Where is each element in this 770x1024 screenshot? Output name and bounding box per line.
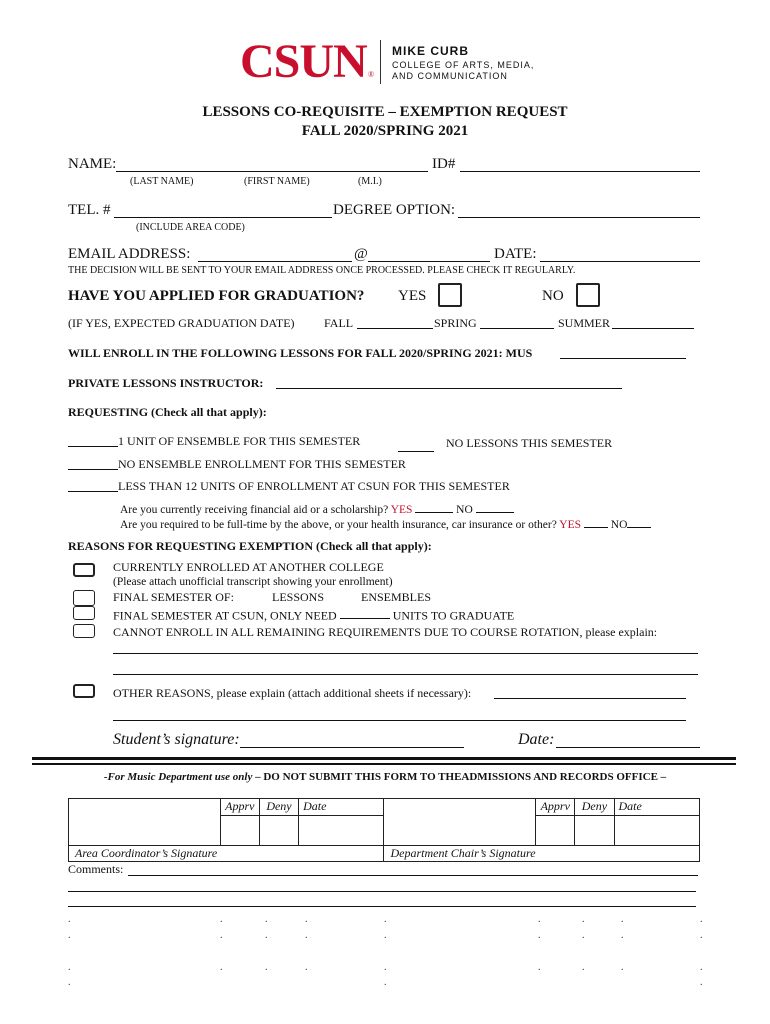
student-signature-field[interactable] xyxy=(240,747,464,748)
instructor-label: PRIVATE LESSONS INSTRUCTOR: xyxy=(68,376,264,390)
coordinator-deny-cell[interactable] xyxy=(259,816,298,846)
graduation-no-label: NO xyxy=(542,288,564,304)
coordinator-deny-header: Deny xyxy=(259,799,298,816)
chair-signature-caption: Department Chair’s Signature xyxy=(384,846,700,862)
reason-other-label: OTHER REASONS, please explain (attach additional sheets if necessary): xyxy=(113,686,472,700)
reason-enrolled-checkbox[interactable] xyxy=(73,563,95,577)
chair-apprv-header: Apprv xyxy=(536,799,575,816)
enroll-statement: WILL ENROLL IN THE FOLLOWING LESSONS FOR FALL 2020/SPRING 2021: MUS xyxy=(68,346,533,360)
reason-attach-note: (Please attach unofficial transcript showing your enrollment) xyxy=(113,576,393,588)
mi-caption: (M.I.) xyxy=(358,176,382,187)
id-field[interactable] xyxy=(460,171,700,172)
expected-graduation-label: (IF YES, EXPECTED GRADUATION DATE) xyxy=(68,316,295,330)
chair-signature-space[interactable] xyxy=(384,816,536,846)
comments-line-2[interactable] xyxy=(68,891,696,892)
chair-date-header: Date xyxy=(614,799,699,816)
chair-date-cell[interactable] xyxy=(614,816,699,846)
csun-logo: CSUN xyxy=(240,35,367,88)
graduation-yes-checkbox[interactable] xyxy=(438,283,462,307)
graduation-no-checkbox[interactable] xyxy=(576,283,600,307)
name-field[interactable] xyxy=(116,171,428,172)
signature-date-field[interactable] xyxy=(556,747,700,748)
area-code-caption: (INCLUDE AREA CODE) xyxy=(136,222,245,233)
section-divider-thin xyxy=(32,763,736,765)
request-ensemble-label: 1 UNIT OF ENSEMBLE FOR THIS SEMESTER xyxy=(118,434,361,448)
request-units-blank[interactable] xyxy=(68,491,118,492)
chair-name-cell[interactable] xyxy=(384,799,536,816)
summer-label: SUMMER xyxy=(558,316,611,330)
chair-deny-cell[interactable] xyxy=(575,816,614,846)
comments-line-1[interactable] xyxy=(128,875,698,876)
form-title: LESSONS CO-REQUISITE – EXEMPTION REQUEST xyxy=(202,104,568,120)
other-reason-field[interactable] xyxy=(494,698,686,699)
coordinator-date-header: Date xyxy=(299,799,384,816)
reason-final-csun-checkbox[interactable] xyxy=(73,606,95,620)
reason-cannot-enroll-checkbox[interactable] xyxy=(73,624,95,638)
graduation-question: HAVE YOU APPLIED FOR GRADUATION? xyxy=(68,288,365,304)
tel-field[interactable] xyxy=(114,217,332,218)
coordinator-name-cell[interactable] xyxy=(69,799,221,816)
request-no-lessons-blank[interactable] xyxy=(398,451,434,452)
college-name-line1: MIKE CURB xyxy=(392,44,469,58)
reasons-heading: REASONS FOR REQUESTING EXEMPTION (Check all that apply): xyxy=(68,539,432,553)
fall-field[interactable] xyxy=(357,328,433,329)
summer-field[interactable] xyxy=(612,328,694,329)
request-no-lessons-label: NO LESSONS THIS SEMESTER xyxy=(446,436,613,450)
explain-line-1[interactable] xyxy=(113,653,698,654)
explain-line-2[interactable] xyxy=(113,674,698,675)
at-sign: @ xyxy=(354,246,368,262)
graduation-yes-label: YES xyxy=(398,288,427,304)
degree-field[interactable] xyxy=(458,217,700,218)
form-subtitle: FALL 2020/SPRING 2021 xyxy=(301,123,469,139)
request-no-ensemble-label: NO ENSEMBLE ENROLLMENT FOR THIS SEMESTER xyxy=(118,457,406,471)
coordinator-signature-caption: Area Coordinator’s Signature xyxy=(69,846,384,862)
instructor-field[interactable] xyxy=(276,388,622,389)
logo-divider xyxy=(380,40,381,84)
date-label: DATE: xyxy=(494,246,537,262)
reason-final-of-checkbox[interactable] xyxy=(73,590,95,606)
coordinator-date-cell[interactable] xyxy=(299,816,384,846)
signature-date-label: Date: xyxy=(518,731,555,748)
other-explain-line[interactable] xyxy=(113,720,686,721)
chair-apprv-cell[interactable] xyxy=(536,816,575,846)
reason-ensembles-label: ENSEMBLES xyxy=(361,590,432,604)
spring-field[interactable] xyxy=(480,328,554,329)
request-ensemble-blank[interactable] xyxy=(68,446,118,447)
first-name-caption: (FIRST NAME) xyxy=(244,176,310,187)
coordinator-signature-space[interactable] xyxy=(69,816,221,846)
registered-mark: ® xyxy=(368,70,375,79)
date-field[interactable] xyxy=(540,261,700,262)
reason-final-csun-label: FINAL SEMESTER AT CSUN, ONLY NEED UNITS TO GRADUATE xyxy=(113,608,515,623)
reason-enrolled-label: CURRENTLY ENROLLED AT ANOTHER COLLEGE xyxy=(113,560,384,574)
chair-deny-header: Deny xyxy=(575,799,614,816)
request-units-label: LESS THAN 12 UNITS OF ENROLLMENT AT CSUN FOR THIS SEMESTER xyxy=(118,479,510,493)
coordinator-apprv-header: Apprv xyxy=(220,799,259,816)
mus-field[interactable] xyxy=(560,358,686,359)
coordinator-apprv-cell[interactable] xyxy=(220,816,259,846)
comments-line-3[interactable] xyxy=(68,906,696,907)
reason-final-of-label: FINAL SEMESTER OF: xyxy=(113,590,234,604)
section-divider xyxy=(32,757,736,760)
name-label: NAME: xyxy=(68,156,117,172)
degree-label: DEGREE OPTION: xyxy=(333,202,456,218)
college-name-line3: AND COMMUNICATION xyxy=(392,71,508,81)
full-time-question: Are you required to be full-time by the above, or your health insurance, car insurance or other? YES NO xyxy=(120,516,651,531)
last-name-caption: (LAST NAME) xyxy=(130,176,194,187)
reason-lessons-label: LESSONS xyxy=(272,590,325,604)
fall-label: FALL xyxy=(324,316,354,330)
email-user-field[interactable] xyxy=(198,261,352,262)
department-note: -For Music Department use only – DO NOT SUBMIT THIS FORM TO THEADMISSIONS AND RECORDS OFFICE – xyxy=(103,771,667,783)
email-note: THE DECISION WILL BE SENT TO YOUR EMAIL ADDRESS ONCE PROCESSED. PLEASE CHECK IT REGULARLY. xyxy=(68,265,576,276)
email-label: EMAIL ADDRESS: xyxy=(68,246,191,262)
comments-label: Comments: xyxy=(68,862,124,876)
student-signature-label: Student’s signature: xyxy=(113,731,240,748)
financial-aid-question: Are you currently receiving financial aid or a scholarship? YES NO xyxy=(120,501,514,516)
reason-other-checkbox[interactable] xyxy=(73,684,95,698)
reason-cannot-enroll-label: CANNOT ENROLL IN ALL REMAINING REQUIREMENTS DUE TO COURSE ROTATION, please explain: xyxy=(113,625,658,639)
college-name-line2: COLLEGE OF ARTS, MEDIA, xyxy=(392,60,535,70)
request-no-ensemble-blank[interactable] xyxy=(68,469,118,470)
id-label: ID# xyxy=(432,156,456,172)
tel-label: TEL. # xyxy=(68,202,111,218)
email-domain-field[interactable] xyxy=(368,261,490,262)
spring-label: SPRING xyxy=(434,316,477,330)
approval-table xyxy=(68,798,700,862)
requesting-heading: REQUESTING (Check all that apply): xyxy=(68,405,267,419)
